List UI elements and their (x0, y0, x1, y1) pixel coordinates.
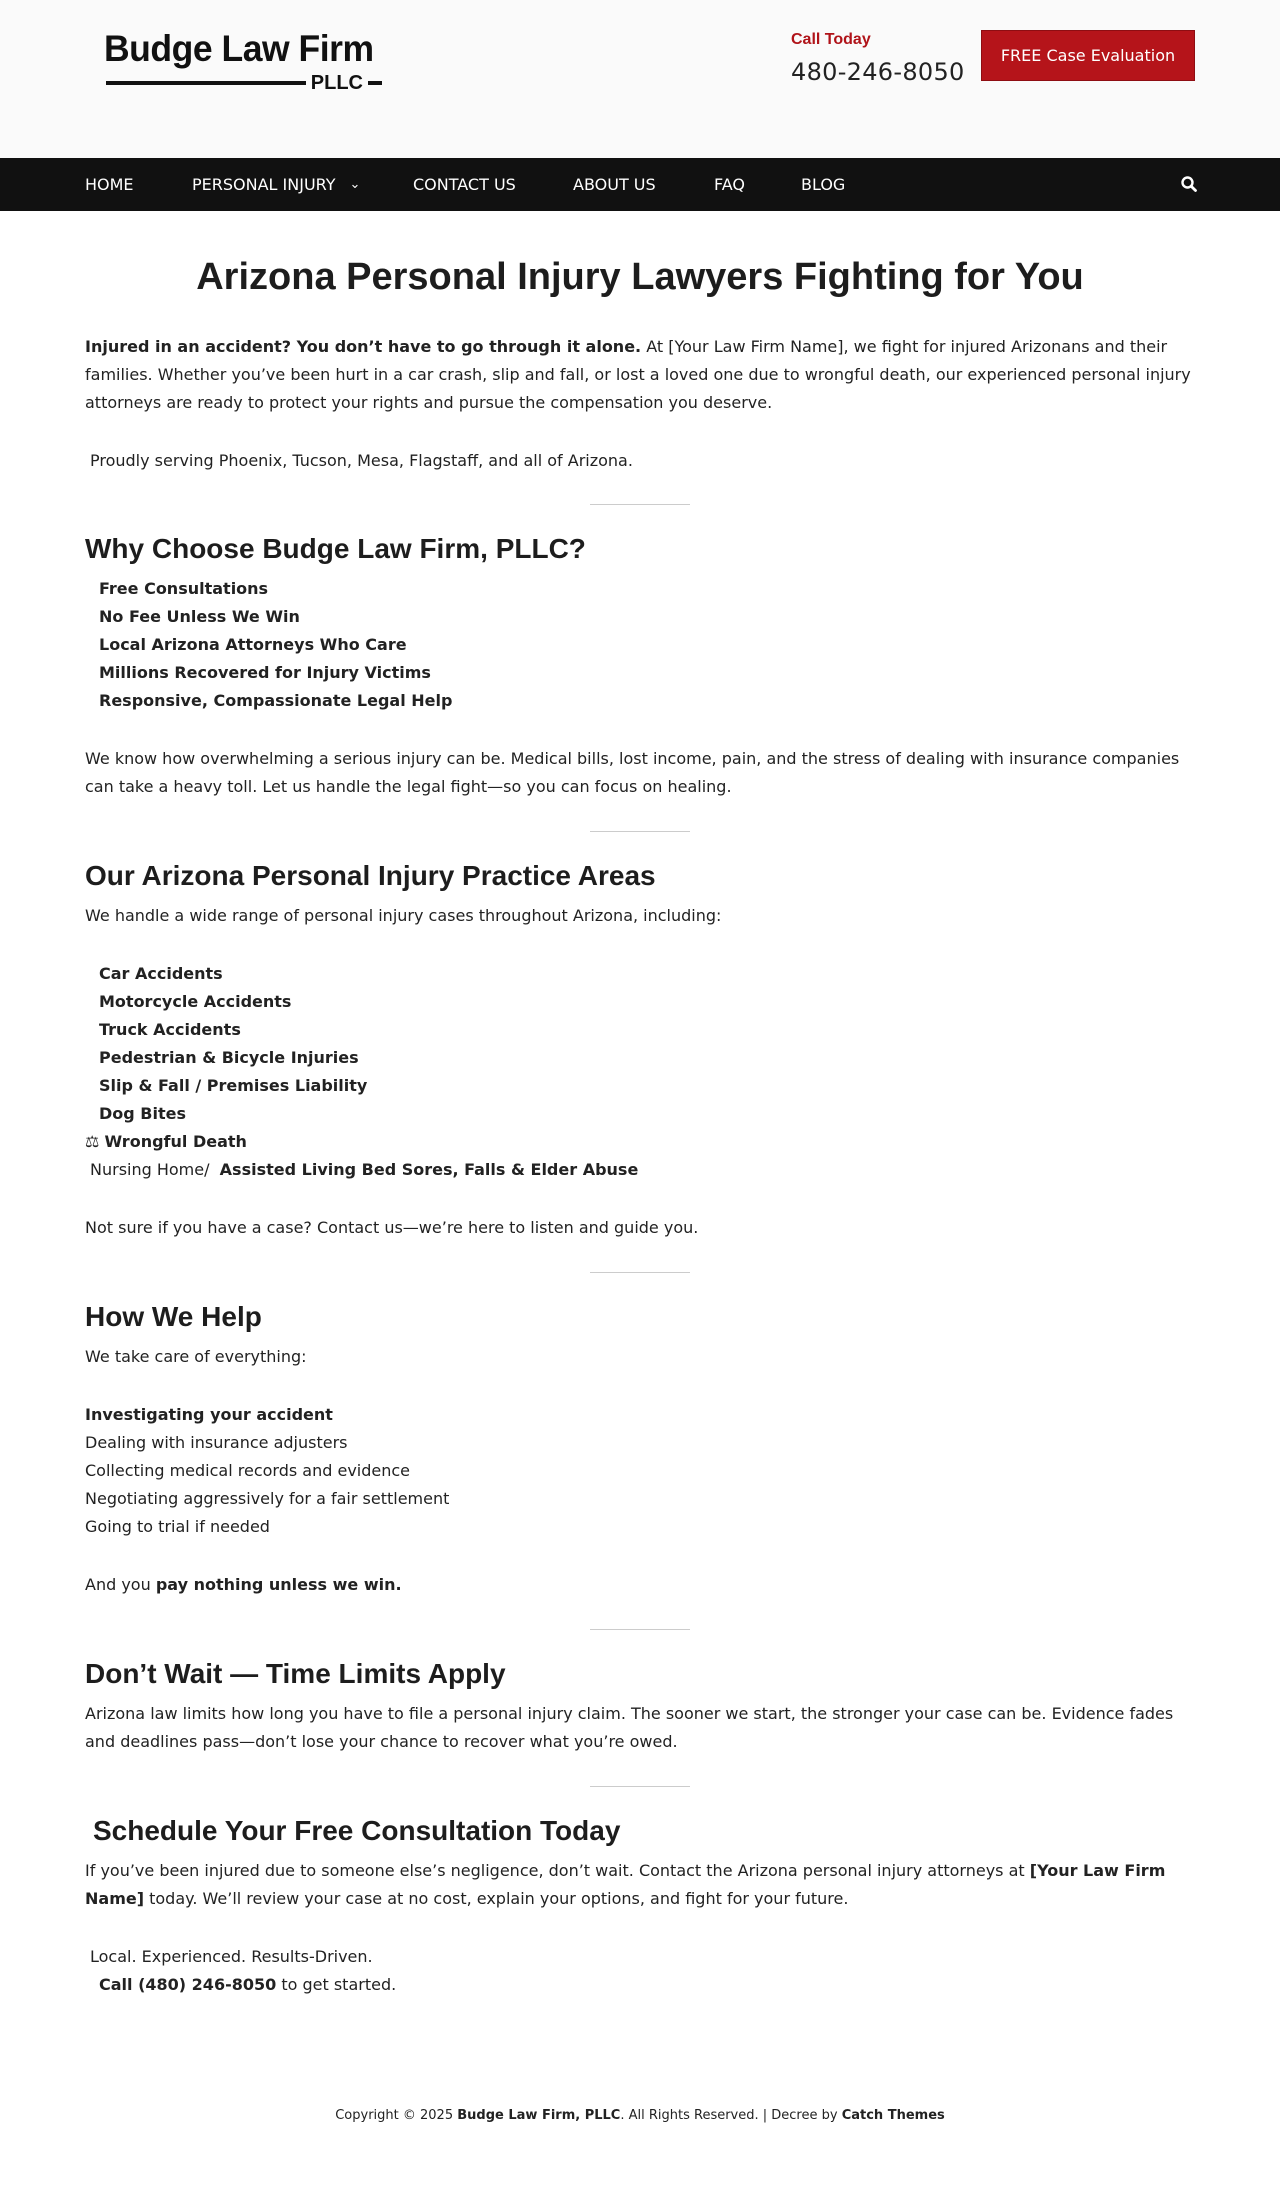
call-today-label: Call Today (791, 31, 871, 48)
list-item: Going to trial if needed (85, 1517, 270, 1536)
schedule-paragraph (85, 1857, 1195, 1913)
list-item: Responsive, Compassionate Legal Help (99, 691, 453, 710)
schedule-heading: Schedule Your Free Consultation Today (93, 1815, 621, 1846)
list-item[interactable]: Car Accidents (99, 964, 223, 983)
section-divider (590, 1272, 690, 1273)
practice-closing-text: Not sure if you have a case? Contact us—we’re here to listen and guide you. (85, 1218, 699, 1237)
wrongful-death-label: Wrongful Death (104, 1132, 247, 1151)
logo-rule-left (106, 81, 306, 85)
list-item: Local Arizona Attorneys Who Care (99, 635, 407, 654)
list-item: Collecting medical records and evidence (85, 1461, 411, 1480)
why-choose-paragraph: We know how overwhelming a serious injury can be. Medical bills, lost income, pain, and the stress of dealing with insurance companies can take a heavy toll. Let us handle the legal fight—so you can focus on healing. (85, 749, 1180, 796)
footer-copyright-prefix: Copyright © 2025 (335, 2108, 458, 2123)
list-item: Millions Recovered for Injury Victims (99, 663, 431, 682)
time-limits-heading: Don’t Wait — Time Limits Apply (85, 1658, 506, 1689)
site-logo[interactable] (104, 28, 384, 92)
search-icon[interactable] (1180, 175, 1198, 193)
section-divider (590, 504, 690, 505)
intro-paragraph (85, 333, 1195, 417)
list-item[interactable]: Pedestrian & Bicycle Injuries (99, 1048, 359, 1067)
serving-area-text: Proudly serving Phoenix, Tucson, Mesa, Flagstaff, and all of Arizona. (90, 451, 633, 470)
nav-about-us[interactable]: ABOUT US (573, 175, 656, 194)
how-we-help-list (85, 1401, 1195, 1541)
list-item: No Fee Unless We Win (99, 607, 300, 626)
footer-theme-link[interactable]: Catch Themes (841, 2108, 945, 2123)
practice-areas-list (85, 960, 1195, 1128)
footer-firm-link[interactable]: Budge Law Firm, PLLC (457, 2108, 621, 2123)
practice-areas-heading: Our Arizona Personal Injury Practice Areas (85, 860, 656, 891)
why-choose-heading: Why Choose Budge Law Firm, PLLC? (85, 533, 586, 564)
pay-nothing-bold: pay nothing unless we win. (155, 1575, 402, 1594)
wrongful-death-item[interactable] (85, 1128, 1195, 1156)
why-choose-list (85, 575, 1195, 715)
nav-faq[interactable]: FAQ (714, 175, 745, 194)
list-item (85, 1401, 1195, 1429)
main-content (85, 253, 1195, 1999)
call-today-block (791, 30, 965, 88)
logo-sub-text: PLLC (310, 72, 363, 94)
main-navigation (0, 158, 1280, 211)
call-to-action-rest: to get started. (276, 1975, 397, 1994)
list-item-bold: Investigating your accident (85, 1405, 333, 1424)
page-title: Arizona Personal Injury Lawyers Fighting for You (196, 256, 1084, 298)
nursing-home-bold: Assisted Living Bed Sores, Falls & Elder Abuse (219, 1160, 639, 1179)
list-item[interactable]: Slip & Fall / Premises Liability (99, 1076, 368, 1095)
intro-bold: Injured in an accident? You don’t have to go through it alone. (85, 337, 642, 356)
nav-personal-injury[interactable] (192, 158, 360, 211)
list-item[interactable]: Motorcycle Accidents (99, 992, 292, 1011)
chevron-down-icon[interactable]: ⌄ (349, 177, 361, 192)
section-divider (590, 1629, 690, 1630)
time-limits-paragraph: Arizona law limits how long you have to file a personal injury claim. The sooner we start, the stronger your case can be. Evidence fades and deadlines pass—don’t lose your chance to recover what you’re owed. (85, 1704, 1174, 1751)
pay-nothing-text (85, 1571, 1195, 1599)
nav-home[interactable]: HOME (85, 175, 134, 194)
site-footer (0, 2107, 1280, 2163)
scales-icon: ⚖ (85, 1132, 100, 1151)
how-we-help-intro: We take care of everything: (85, 1347, 307, 1366)
section-divider (590, 831, 690, 832)
call-to-action-text (85, 1971, 1195, 1999)
list-item: Negotiating aggressively for a fair settlement (85, 1489, 450, 1508)
logo-subline (106, 74, 382, 92)
schedule-firm-name: [Your Law Firm Name] (85, 1861, 1166, 1908)
list-item[interactable]: Dog Bites (99, 1104, 186, 1123)
practice-areas-intro: We handle a wide range of personal injury cases throughout Arizona, including: (85, 906, 722, 925)
schedule-text-a: If you’ve been injured due to someone else’s negligence, don’t wait. Contact the Arizona personal injury attorneys at (85, 1861, 1030, 1880)
nav-personal-injury-label: PERSONAL INJURY (192, 175, 336, 194)
header-phone-link[interactable]: 480-246-8050 (791, 58, 965, 86)
nursing-home-item[interactable] (85, 1156, 1195, 1184)
list-item[interactable]: Truck Accidents (99, 1020, 241, 1039)
tagline-text: Local. Experienced. Results-Driven. (90, 1947, 373, 1966)
logo-text: Budge Law Firm (104, 28, 374, 69)
pay-nothing-plain: And you (85, 1575, 156, 1594)
nursing-home-label: Nursing Home/ (90, 1160, 210, 1179)
nav-blog[interactable]: BLOG (801, 175, 846, 194)
free-case-evaluation-button[interactable]: FREE Case Evaluation (981, 30, 1195, 81)
nav-contact-us[interactable]: CONTACT US (413, 175, 516, 194)
how-we-help-heading: How We Help (85, 1301, 262, 1332)
footer-middle-text: . All Rights Reserved. | Decree by (620, 2108, 842, 2123)
schedule-text-b: today. We’ll review your case at no cost, explain your options, and fight for your future. (144, 1889, 849, 1908)
list-item: Dealing with insurance adjusters (85, 1433, 348, 1452)
logo-rule-right (368, 81, 382, 85)
intro-text: At [Your Law Firm Name], we fight for injured Arizonans and their families. Whether you’ve been hurt in a car crash, slip and fall, or lost a loved one due to wrongful death, our experienced personal injury attorneys are ready to protect your rights and pursue the compensation you deserve. (85, 337, 1191, 412)
call-phone-link[interactable]: Call (480) 246-8050 (99, 1975, 277, 1994)
section-divider (590, 1786, 690, 1787)
list-item: Free Consultations (99, 579, 269, 598)
site-header (0, 0, 1280, 158)
